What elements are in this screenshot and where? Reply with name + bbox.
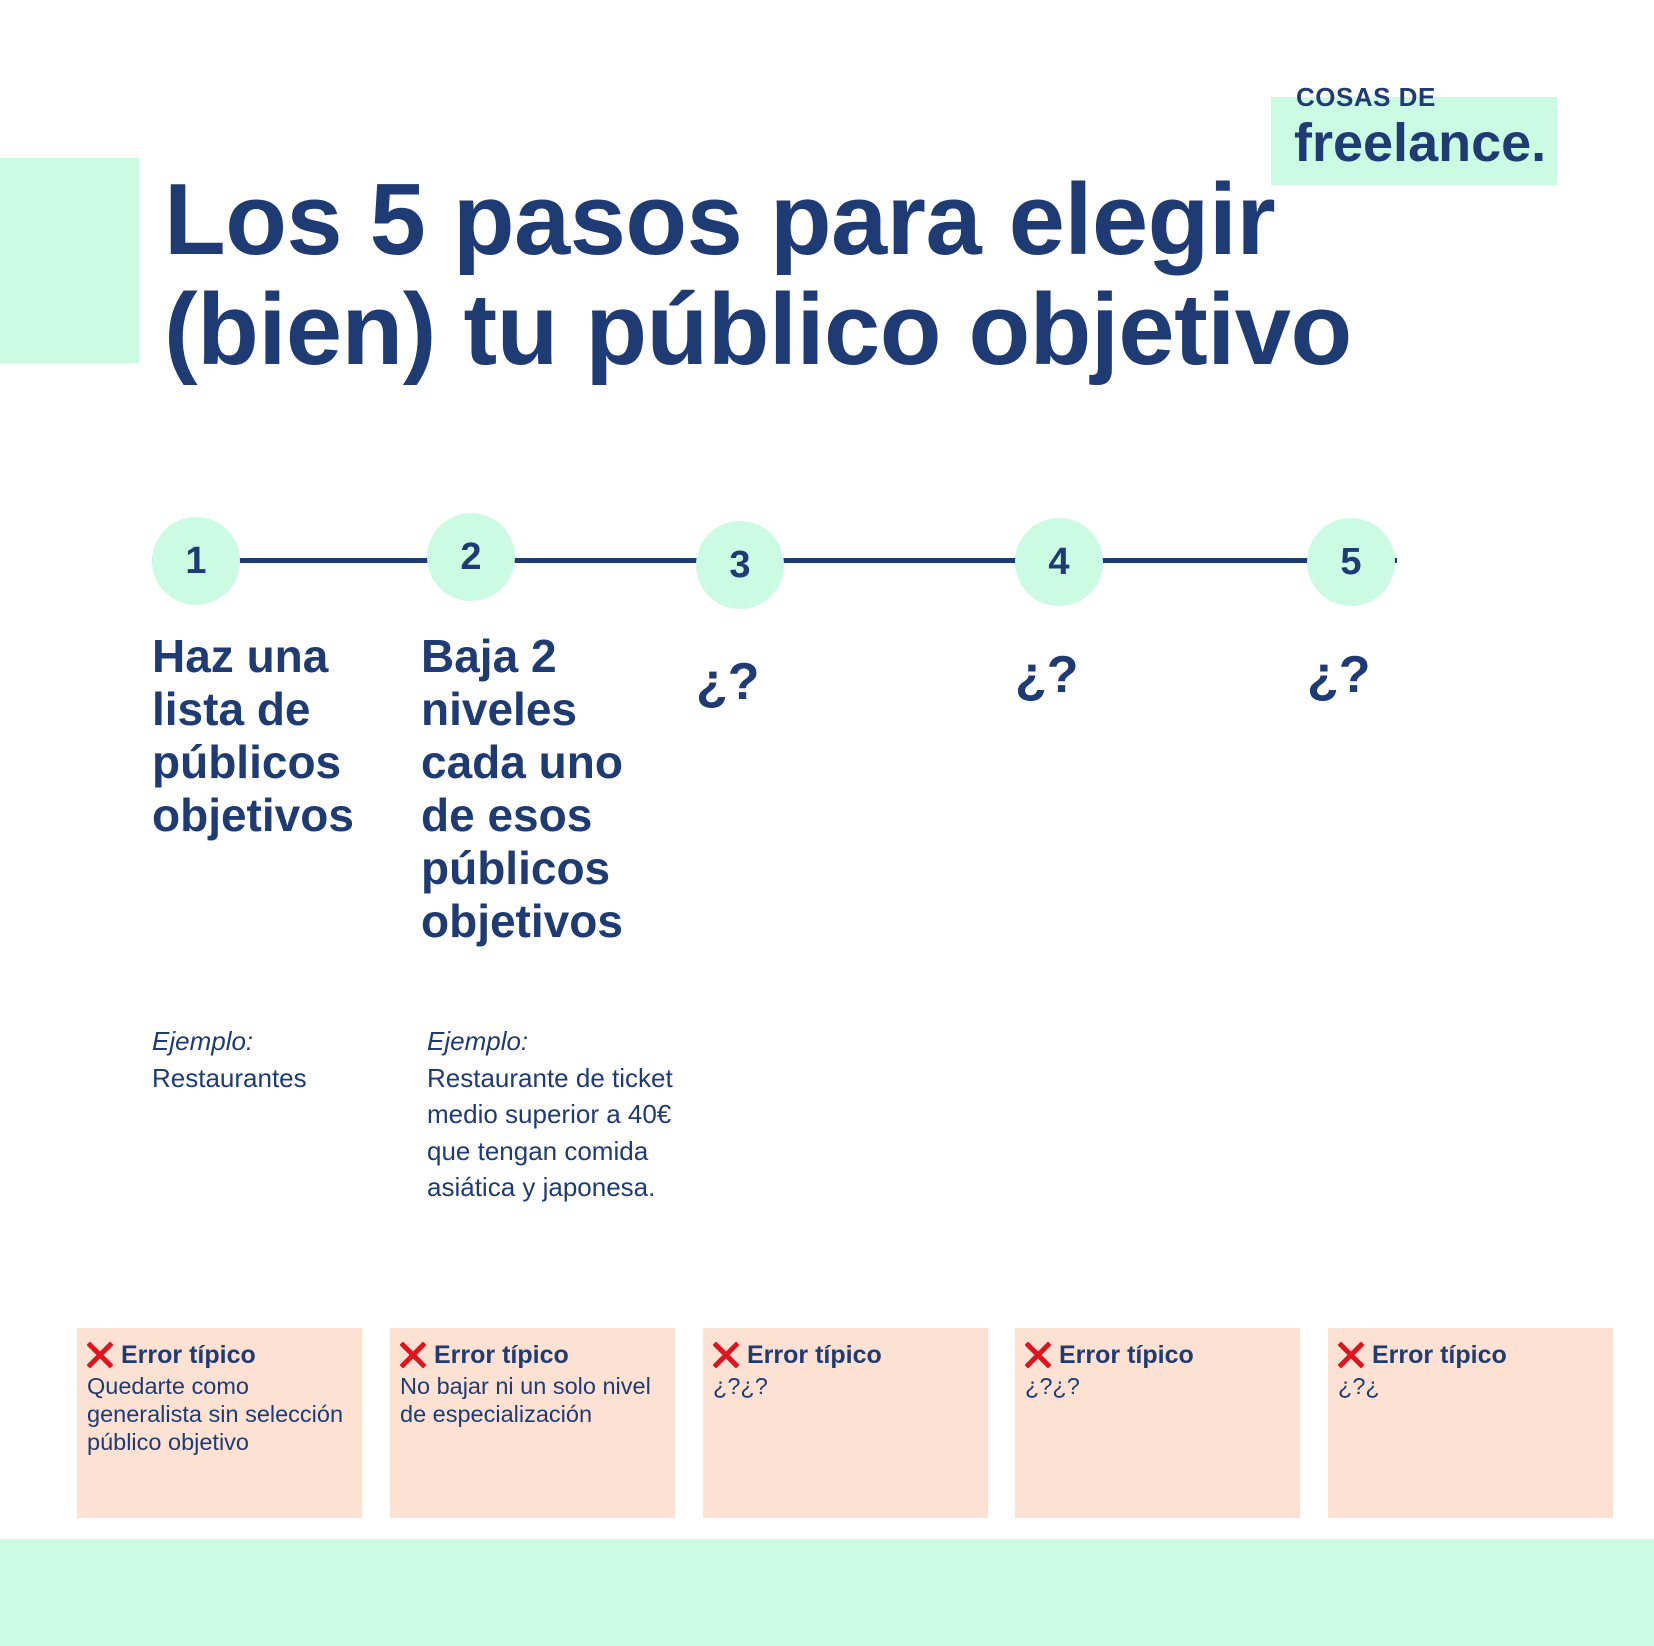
error-card-4-title: Error típico [1059, 1341, 1194, 1369]
error-card-4-text: ¿?¿? [1025, 1373, 1080, 1399]
brand-logo-big-text: freelance. [1294, 113, 1547, 173]
step-1-circle: 1 [152, 517, 240, 605]
error-card-5-header [1338, 1340, 1507, 1370]
error-card-3-header [713, 1340, 882, 1370]
error-card-4 [1015, 1328, 1300, 1518]
x-icon [1025, 1342, 1051, 1368]
bottom-decorative-band [0, 1539, 1654, 1646]
page-title [164, 165, 1352, 385]
step-2-title: Baja 2 niveles cada uno de esos públicos objetivos [421, 630, 623, 947]
x-icon [87, 1342, 113, 1368]
step-3-circle: 3 [696, 521, 784, 609]
x-icon [1338, 1342, 1364, 1368]
error-card-2-text: No bajar ni un solo nivel de especialización [400, 1373, 651, 1427]
step-2-example-text: Restaurante de ticket medio superior a 40€ que tengan comida asiática y japonesa. [427, 1062, 673, 1202]
step-1-example-text: Restaurantes [152, 1062, 307, 1093]
page-title-line-1: Los 5 pasos para elegir [164, 164, 1276, 276]
x-icon [713, 1342, 739, 1368]
step-3-title: ¿? [696, 653, 760, 711]
error-card-1-header [87, 1340, 256, 1370]
error-card-1-text: Quedarte como generalista sin selección público objetivo [87, 1373, 344, 1455]
error-card-5-text: ¿?¿ [1338, 1373, 1380, 1399]
step-5-title: ¿? [1307, 646, 1371, 704]
error-card-3-text: ¿?¿? [713, 1373, 768, 1399]
step-2-circle: 2 [427, 513, 515, 601]
step-2-example [427, 1023, 677, 1206]
error-card-3-title: Error típico [747, 1341, 882, 1369]
error-card-4-header [1025, 1340, 1194, 1370]
step-1-example [152, 1023, 412, 1096]
brand-logo-small-text: COSAS DE [1296, 82, 1436, 112]
step-4-circle: 4 [1015, 518, 1103, 606]
error-card-2-header [400, 1340, 569, 1370]
step-5-circle: 5 [1307, 518, 1395, 606]
page-title-line-2: (bien) tu público objetivo [164, 274, 1352, 386]
decorative-accent-block [0, 158, 139, 363]
step-1-title: Haz una lista de públicos objetivos [152, 630, 354, 841]
error-card-5 [1328, 1328, 1613, 1518]
error-card-1 [77, 1328, 362, 1518]
step-1-example-label: Ejemplo: [152, 1026, 254, 1056]
error-card-5-title: Error típico [1372, 1341, 1507, 1369]
step-2-example-label: Ejemplo: [427, 1026, 529, 1056]
x-icon [400, 1342, 426, 1368]
step-4-title: ¿? [1015, 646, 1079, 704]
error-card-1-title: Error típico [121, 1341, 256, 1369]
error-card-2-title: Error típico [434, 1341, 569, 1369]
error-card-3 [703, 1328, 988, 1518]
error-card-2 [390, 1328, 675, 1518]
